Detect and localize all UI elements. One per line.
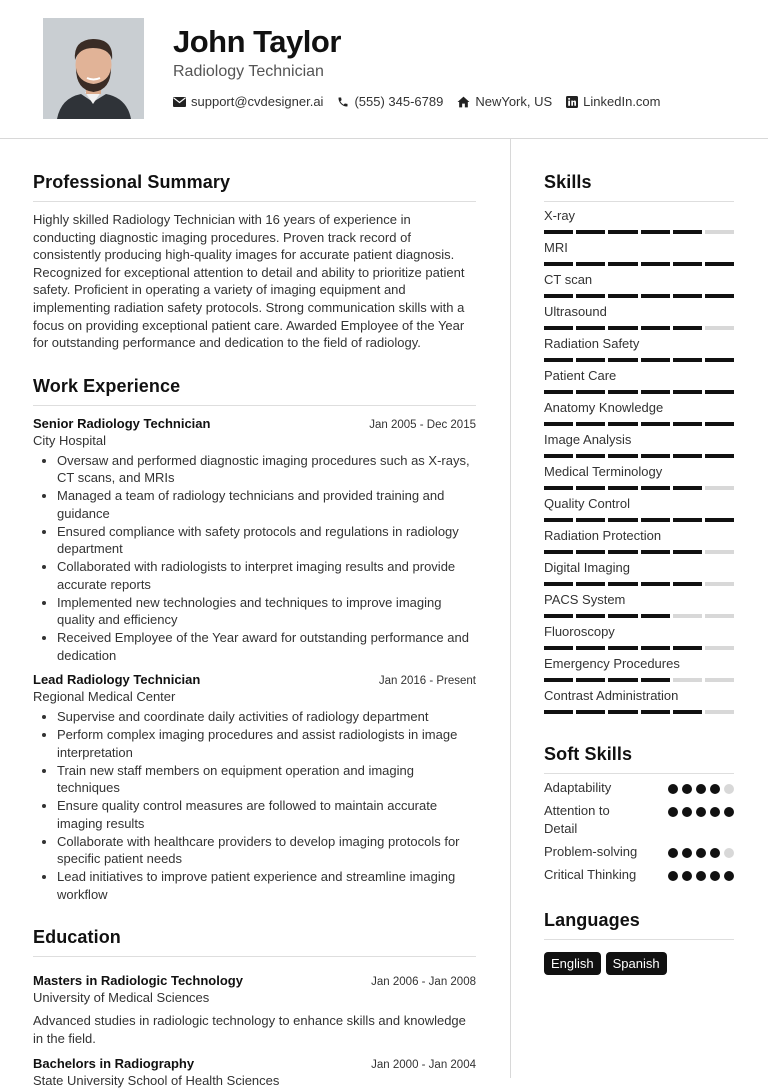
skill-level-segment	[673, 486, 702, 490]
skill-level-bar	[544, 326, 734, 330]
skill-level-segment	[705, 454, 734, 458]
skill-level-segment	[673, 390, 702, 394]
skill-item	[544, 560, 734, 586]
location-text: NewYork, US	[475, 94, 553, 109]
envelope-icon	[173, 97, 186, 107]
skill-level-segment	[705, 390, 734, 394]
skill-level-bar	[544, 710, 734, 714]
soft-skill-rating	[668, 807, 734, 817]
soft-skills-heading: Soft Skills	[544, 744, 734, 774]
rating-dot	[682, 784, 692, 794]
skill-level-segment	[641, 326, 670, 330]
rating-dot	[696, 871, 706, 881]
skill-level-segment	[544, 262, 573, 266]
soft-skill-item	[544, 779, 734, 797]
languages-heading: Languages	[544, 910, 734, 940]
skill-level-segment	[705, 262, 734, 266]
skill-level-bar	[544, 486, 734, 490]
rating-dot	[710, 807, 720, 817]
skill-level-segment	[641, 230, 670, 234]
skill-level-bar	[544, 422, 734, 426]
rating-dot	[696, 784, 706, 794]
skill-level-segment	[544, 550, 573, 554]
skill-level-segment	[673, 678, 702, 682]
skill-item	[544, 528, 734, 554]
skill-level-bar	[544, 230, 734, 234]
skill-level-segment	[673, 230, 702, 234]
skill-item	[544, 240, 734, 266]
skill-level-segment	[673, 710, 702, 714]
skill-level-segment	[673, 358, 702, 362]
skill-level-segment	[705, 614, 734, 618]
skill-level-segment	[641, 486, 670, 490]
skill-item	[544, 656, 734, 682]
summary-heading: Professional Summary	[33, 172, 476, 202]
soft-skills-list	[544, 779, 734, 884]
skill-level-segment	[576, 518, 605, 522]
skill-name: Radiation Safety	[544, 336, 640, 351]
rating-dot	[724, 784, 734, 794]
skill-level-segment	[673, 294, 702, 298]
skill-level-bar	[544, 262, 734, 266]
rating-dot	[724, 848, 734, 858]
skill-level-segment	[544, 390, 573, 394]
contact-linkedin[interactable]	[566, 94, 660, 109]
summary-section	[33, 172, 476, 352]
skill-level-bar	[544, 518, 734, 522]
skill-name: PACS System	[544, 592, 626, 607]
rating-dot	[682, 807, 692, 817]
skill-item	[544, 400, 734, 426]
rating-dot	[668, 807, 678, 817]
rating-dot	[724, 871, 734, 881]
degree-title: Bachelors in Radiography	[33, 1056, 195, 1072]
skill-level-segment	[608, 678, 637, 682]
resume-header	[0, 0, 768, 139]
soft-skill-name: Adaptability	[544, 780, 612, 795]
job-bullets	[33, 452, 476, 665]
skill-level-segment	[705, 646, 734, 650]
skill-level-segment	[641, 550, 670, 554]
skill-level-bar	[544, 358, 734, 362]
job-title: Senior Radiology Technician	[33, 415, 211, 431]
education-date: Jan 2006 - Jan 2008	[371, 976, 476, 989]
skill-name: Emergency Procedures	[544, 656, 680, 671]
skill-level-segment	[608, 518, 637, 522]
education-entry	[33, 1056, 476, 1088]
rating-dot	[710, 784, 720, 794]
rating-dot	[682, 871, 692, 881]
skill-item	[544, 368, 734, 394]
skill-name: Quality Control	[544, 496, 630, 511]
skill-item	[544, 496, 734, 522]
skill-level-segment	[705, 550, 734, 554]
skill-level-segment	[608, 326, 637, 330]
skill-level-segment	[608, 486, 637, 490]
rating-dot	[668, 784, 678, 794]
skill-level-segment	[641, 518, 670, 522]
skill-item	[544, 592, 734, 618]
skill-level-segment	[673, 262, 702, 266]
soft-skill-rating	[668, 871, 734, 881]
soft-skill-name: Critical Thinking	[544, 867, 637, 882]
soft-skill-name: Problem-solving	[544, 844, 638, 859]
skill-level-segment	[641, 582, 670, 586]
skill-level-segment	[641, 454, 670, 458]
education-description: Advanced studies in radiologic technology to enhance skills and knowledge in the field.	[33, 1013, 466, 1046]
summary-text: Highly skilled Radiology Technician with 16 years of experience in conducting diagnostic imaging procedures. Proven track record of consistently producing high-quality images for accurate patient diagnosis. Recognized for exceptional attention to detail and ability to prioritize patient safety. Proficient in operating a variety of imaging equipment and implementing radiation safety protocols. Strong communication skills with a focus on providing exceptional patient care. Awarded Employee of the Year for outstanding performance and dedication to the field of radiology.	[33, 212, 465, 351]
job-bullet: • Perform complex imaging procedures and assist radiologists in image interpretation	[57, 726, 476, 761]
job-bullet: • Received Employee of the Year award for outstanding performance and dedication	[57, 629, 476, 664]
skill-level-segment	[576, 582, 605, 586]
skill-level-segment	[673, 326, 702, 330]
skill-name: MRI	[544, 240, 568, 255]
skill-level-segment	[608, 614, 637, 618]
job-bullet: • Collaborate with healthcare providers to develop imaging protocols for specific patient needs	[57, 833, 476, 868]
skill-item	[544, 432, 734, 458]
skill-item	[544, 464, 734, 490]
job-bullet: • Supervise and coordinate daily activities of radiology department	[57, 708, 476, 726]
skill-level-segment	[673, 582, 702, 586]
skill-item	[544, 624, 734, 650]
side-column	[544, 172, 734, 975]
skill-level-segment	[544, 678, 573, 682]
contact-location	[457, 94, 552, 109]
skill-level-segment	[673, 550, 702, 554]
skill-level-segment	[544, 422, 573, 426]
skill-level-segment	[608, 390, 637, 394]
skill-level-segment	[705, 518, 734, 522]
education-date: Jan 2000 - Jan 2004	[371, 1059, 476, 1072]
rating-dot	[696, 807, 706, 817]
skill-level-segment	[576, 390, 605, 394]
skill-level-segment	[576, 550, 605, 554]
soft-skill-item	[544, 802, 734, 838]
skill-level-segment	[641, 422, 670, 426]
skill-level-segment	[608, 422, 637, 426]
phone-icon	[337, 96, 349, 108]
skill-level-segment	[641, 710, 670, 714]
skills-list	[544, 208, 734, 714]
skill-item	[544, 304, 734, 330]
skill-level-segment	[608, 582, 637, 586]
skill-level-segment	[576, 454, 605, 458]
skill-level-segment	[576, 486, 605, 490]
skill-level-segment	[544, 582, 573, 586]
job-bullet: • Managed a team of radiology technicians and provided training and guidance	[57, 487, 476, 522]
skill-level-segment	[544, 454, 573, 458]
skill-level-bar	[544, 454, 734, 458]
education-entry	[33, 973, 476, 1047]
skill-level-bar	[544, 646, 734, 650]
job-bullet: • Collaborated with radiologists to interpret imaging results and provide accurate reports	[57, 558, 476, 593]
skill-level-segment	[641, 614, 670, 618]
skills-heading: Skills	[544, 172, 734, 202]
skill-level-segment	[576, 646, 605, 650]
skill-level-segment	[544, 710, 573, 714]
rating-dot	[682, 848, 692, 858]
skill-level-segment	[608, 230, 637, 234]
skill-level-segment	[576, 294, 605, 298]
profile-photo	[43, 18, 144, 119]
skill-name: X-ray	[544, 208, 576, 223]
rating-dot	[668, 871, 678, 881]
skill-level-segment	[576, 422, 605, 426]
job-bullet: • Ensured compliance with safety protocols and regulations in radiology department	[57, 523, 476, 558]
skill-level-segment	[705, 230, 734, 234]
experience-section	[33, 376, 476, 904]
skill-level-segment	[608, 358, 637, 362]
email-text: support@cvdesigner.ai	[191, 94, 324, 109]
skill-name: Contrast Administration	[544, 688, 679, 703]
job-bullet: • Oversaw and performed diagnostic imaging procedures such as X-rays, CT scans, and MRIs	[57, 452, 476, 487]
skill-level-segment	[608, 294, 637, 298]
candidate-name: John Taylor	[173, 24, 341, 59]
education-heading: Education	[33, 927, 476, 957]
experience-heading: Work Experience	[33, 376, 476, 406]
skill-level-segment	[544, 614, 573, 618]
languages-section	[544, 910, 734, 975]
skill-level-segment	[641, 678, 670, 682]
skill-level-segment	[544, 486, 573, 490]
skill-level-segment	[576, 262, 605, 266]
skill-level-segment	[705, 326, 734, 330]
skill-level-segment	[673, 454, 702, 458]
job-date: Jan 2016 - Present	[378, 675, 476, 688]
skill-level-segment	[544, 358, 573, 362]
degree-title: Masters in Radiologic Technology	[33, 973, 243, 989]
skill-level-segment	[608, 454, 637, 458]
soft-skill-item	[544, 866, 734, 884]
job-entry	[33, 672, 476, 903]
skill-level-segment	[641, 390, 670, 394]
skill-name: Medical Terminology	[544, 464, 663, 479]
skill-name: Ultrasound	[544, 304, 607, 319]
job-company: Regional Medical Center	[33, 689, 176, 705]
skill-name: CT scan	[544, 272, 593, 287]
job-bullet: • Train new staff members on equipment operation and imaging techniques	[57, 762, 476, 797]
skill-level-segment	[673, 518, 702, 522]
column-divider	[510, 139, 511, 1078]
skill-item	[544, 272, 734, 298]
contact-row	[173, 94, 661, 109]
rating-dot	[710, 871, 720, 881]
skill-level-segment	[576, 358, 605, 362]
soft-skill-item	[544, 843, 734, 861]
skill-level-segment	[705, 486, 734, 490]
skill-level-segment	[673, 422, 702, 426]
skill-level-segment	[641, 262, 670, 266]
soft-skill-rating	[668, 784, 734, 794]
soft-skill-rating	[668, 848, 734, 858]
linkedin-icon	[566, 96, 578, 108]
education-section	[33, 927, 476, 1088]
skill-level-segment	[608, 550, 637, 554]
skill-level-segment	[544, 294, 573, 298]
soft-skills-section	[544, 744, 734, 884]
school-name: State University School of Health Sciences	[33, 1073, 280, 1088]
phone-text: (555) 345-6789	[354, 94, 444, 109]
skill-level-bar	[544, 390, 734, 394]
rating-dot	[668, 848, 678, 858]
skill-level-segment	[705, 678, 734, 682]
skill-level-segment	[641, 358, 670, 362]
skill-level-segment	[544, 518, 573, 522]
skill-level-segment	[705, 358, 734, 362]
linkedin-text: LinkedIn.com	[583, 94, 661, 109]
skill-item	[544, 208, 734, 234]
job-bullet: • Lead initiatives to improve patient experience and streamline imaging workflow	[57, 868, 476, 903]
skill-level-segment	[641, 646, 670, 650]
candidate-title: Radiology Technician	[173, 63, 324, 80]
skill-item	[544, 336, 734, 362]
skill-level-segment	[705, 710, 734, 714]
skill-name: Patient Care	[544, 368, 617, 383]
skill-level-bar	[544, 678, 734, 682]
skill-level-segment	[608, 262, 637, 266]
skill-level-segment	[673, 646, 702, 650]
skill-name: Fluoroscopy	[544, 624, 615, 639]
skill-item	[544, 688, 734, 714]
soft-skill-name: Attention to Detail	[544, 803, 610, 836]
skill-level-segment	[673, 614, 702, 618]
home-icon	[457, 96, 470, 108]
job-bullets	[33, 708, 476, 903]
skill-level-segment	[576, 710, 605, 714]
skill-level-segment	[705, 294, 734, 298]
skill-name: Image Analysis	[544, 432, 632, 447]
skill-level-segment	[576, 230, 605, 234]
skill-level-segment	[608, 710, 637, 714]
skill-level-segment	[576, 614, 605, 618]
rating-dot	[724, 807, 734, 817]
job-bullet: • Implemented new technologies and techniques to improve imaging quality and efficiency	[57, 594, 476, 629]
skill-level-segment	[705, 422, 734, 426]
skill-level-bar	[544, 582, 734, 586]
skill-level-segment	[705, 582, 734, 586]
skill-level-segment	[576, 326, 605, 330]
skill-name: Digital Imaging	[544, 560, 630, 575]
skills-section	[544, 172, 734, 714]
skill-level-bar	[544, 614, 734, 618]
main-column	[33, 172, 476, 1088]
skill-level-segment	[544, 326, 573, 330]
skill-name: Anatomy Knowledge	[544, 400, 664, 415]
job-title: Lead Radiology Technician	[33, 672, 201, 688]
skill-level-segment	[544, 230, 573, 234]
rating-dot	[696, 848, 706, 858]
skill-level-segment	[608, 646, 637, 650]
contact-email[interactable]	[173, 94, 323, 109]
job-bullet: • Ensure quality control measures are followed to maintain accurate imaging results	[57, 797, 476, 832]
language-list	[544, 952, 734, 975]
school-name: University of Medical Sciences	[33, 990, 210, 1006]
skill-level-segment	[641, 294, 670, 298]
skill-level-bar	[544, 294, 734, 298]
language-tag: English	[544, 952, 601, 975]
skill-name: Radiation Protection	[544, 528, 662, 543]
contact-phone[interactable]	[337, 94, 443, 109]
language-tag: Spanish	[606, 952, 667, 975]
skill-level-segment	[576, 678, 605, 682]
skill-level-bar	[544, 550, 734, 554]
job-entry	[33, 416, 476, 665]
skill-level-segment	[544, 646, 573, 650]
rating-dot	[710, 848, 720, 858]
job-date: Jan 2005 - Dec 2015	[369, 418, 476, 431]
job-company: City Hospital	[33, 432, 106, 448]
